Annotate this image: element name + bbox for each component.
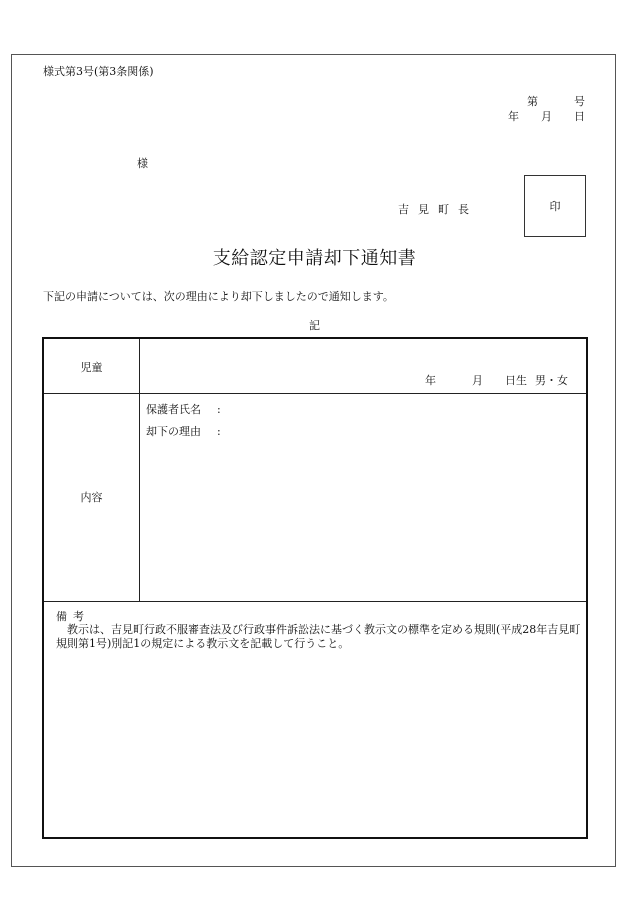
column-divider bbox=[139, 339, 140, 601]
seal-label: 印 bbox=[549, 200, 561, 213]
intro-text: 下記の申請については、次の理由により却下しましたので通知します。 bbox=[43, 290, 394, 303]
issuer-name: 吉見町長 bbox=[398, 203, 478, 216]
child-label: 児童 bbox=[80, 361, 103, 374]
remarks-title: 備考 bbox=[56, 610, 90, 623]
document-number-go: 号 bbox=[574, 95, 585, 108]
date-month: 月 bbox=[541, 110, 552, 123]
form-number: 様式第3号(第3条関係) bbox=[43, 65, 154, 78]
birth-day: 日生 bbox=[505, 374, 527, 387]
birth-month: 月 bbox=[472, 374, 483, 387]
guardian-name-label: 保護者氏名 bbox=[146, 403, 201, 416]
date-day: 日 bbox=[574, 110, 585, 123]
row-divider bbox=[44, 601, 586, 602]
guardian-colon: : bbox=[217, 403, 221, 416]
birth-date-line bbox=[425, 372, 568, 388]
remarks-body: 教示は、吉見町行政不服審査法及び行政事件訴訟法に基づく教示文の標準を定める規則(平成28年吉見町規則第1号)別記1の規定による教示文を記載して行うこと。 bbox=[56, 623, 581, 650]
addressee-suffix: 様 bbox=[137, 157, 148, 170]
notice-table bbox=[42, 337, 588, 839]
date-year: 年 bbox=[508, 110, 519, 123]
ki-heading: 記 bbox=[309, 319, 320, 332]
document-page bbox=[11, 54, 616, 867]
sex-options: 男・女 bbox=[535, 374, 568, 387]
guardian-name-field bbox=[146, 401, 221, 417]
birth-year: 年 bbox=[425, 374, 436, 387]
row-divider bbox=[44, 393, 586, 394]
reason-colon: : bbox=[217, 425, 221, 438]
document-number-line bbox=[527, 93, 585, 109]
reason-label: 却下の理由 bbox=[146, 425, 201, 438]
reason-field bbox=[146, 423, 221, 439]
content-label: 内容 bbox=[80, 491, 103, 504]
document-number-dai: 第 bbox=[527, 95, 538, 108]
document-title: 支給認定申請却下通知書 bbox=[212, 248, 417, 269]
document-date-line bbox=[508, 108, 585, 124]
seal-box bbox=[524, 175, 586, 237]
